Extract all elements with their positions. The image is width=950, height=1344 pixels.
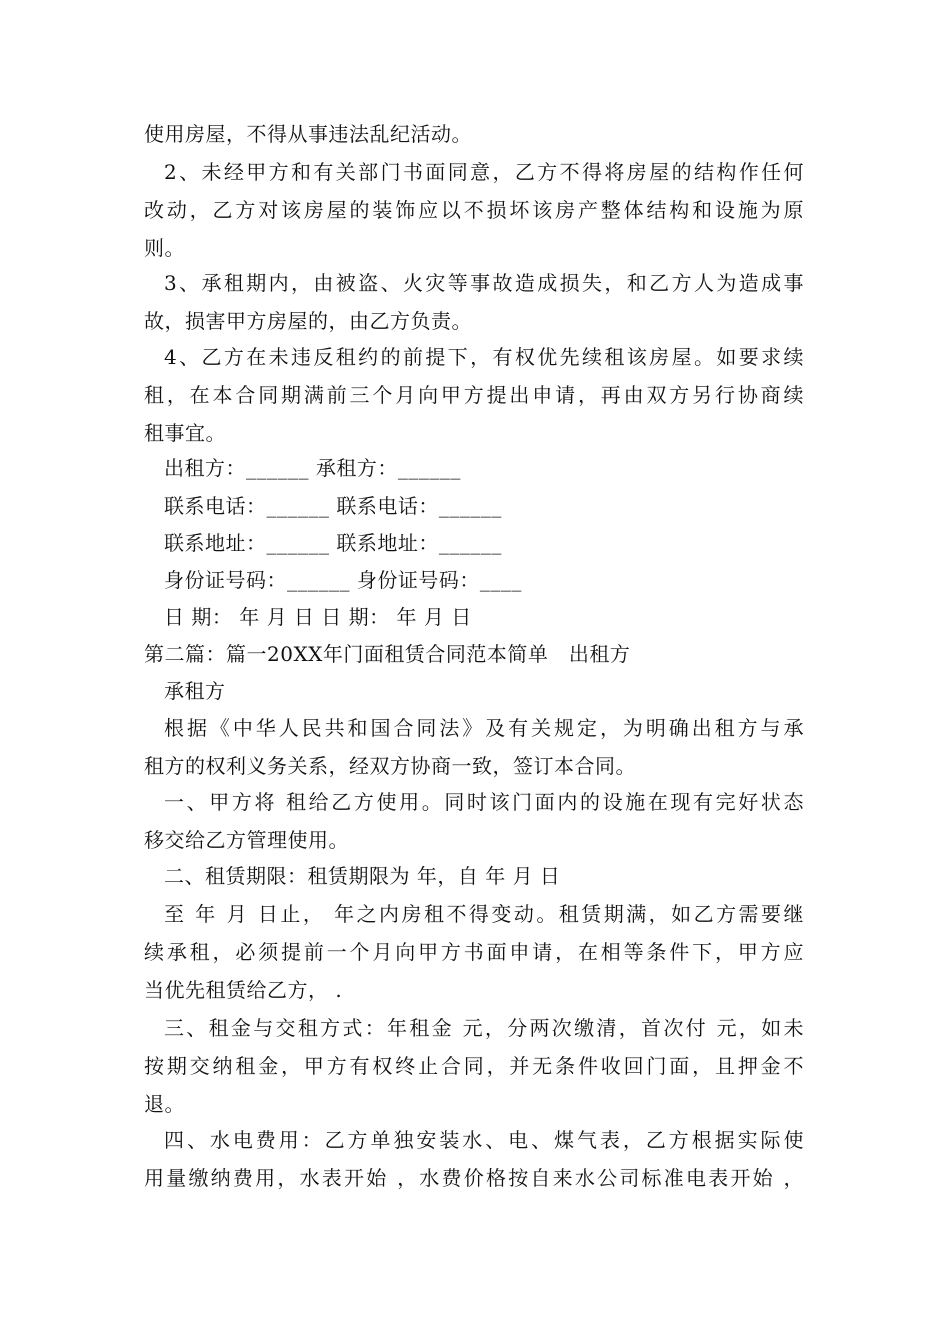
section-heading: 第二篇：篇一20XX年门面租赁合同范本简单 出租方 (144, 642, 631, 666)
text-line: 租，在本合同期满前三个月向甲方提出申请，再由双方另行协商续 (144, 383, 804, 407)
text-line: 3、承租期内，由被盗、火灾等事故造成损失，和乙方人为造成事 (164, 271, 804, 295)
text-line: 承租方 (164, 679, 226, 703)
text-line: 根据《中华人民共和国合同法》及有关规定，为明确出租方与承 (164, 716, 804, 740)
text-line: 按期交纳租金，甲方有权终止合同，并无条件收回门面，且押金不 (144, 1054, 804, 1078)
text-line: 当优先租赁给乙方， . (144, 978, 343, 1002)
text-line: 用量缴纳费用，水表开始 ，水费价格按自来水公司标准电表开始 ， (144, 1166, 804, 1190)
text-line: 租方的权利义务关系，经双方协商一致，签订本合同。 (144, 754, 636, 778)
text-line: 一、甲方将 租给乙方使用。同时该门面内的设施在现有完好状态 (164, 790, 804, 814)
text-line: 2、未经甲方和有关部门书面同意，乙方不得将房屋的结构作任何 (164, 160, 804, 184)
signature-line-id: 身份证号码：______ 身份证号码：____ (164, 568, 522, 592)
signature-line-address: 联系地址：______ 联系地址：______ (164, 531, 502, 555)
text-line: 二、租赁期限：租赁期限为 年，自 年 月 日 (164, 864, 561, 888)
signature-line-lessor: 出租方：______ 承租方：______ (164, 456, 461, 480)
text-line: 则。 (144, 236, 185, 260)
signature-line-phone: 联系电话：______ 联系电话：______ (164, 494, 502, 518)
text-line: 改动，乙方对该房屋的装饰应以不损坏该房产整体结构和设施为原 (144, 198, 804, 222)
signature-line-date: 日 期： 年 月 日 日 期： 年 月 日 (164, 605, 472, 629)
text-line: 三、租金与交租方式：年租金 元，分两次缴清，首次付 元，如未 (164, 1016, 804, 1040)
text-line: 移交给乙方管理使用。 (144, 828, 349, 852)
text-line: 4、乙方在未违反租约的前提下，有权优先续租该房屋。如要求续 (164, 345, 804, 369)
text-line: 至 年 月 日止， 年之内房租不得变动。租赁期满，如乙方需要继 (164, 902, 804, 926)
text-line: 故，损害甲方房屋的，由乙方负责。 (144, 309, 472, 333)
text-line: 续承租，必须提前一个月向甲方书面申请，在相等条件下，甲方应 (144, 940, 804, 964)
text-line: 退。 (144, 1092, 185, 1116)
text-line: 四、水电费用：乙方单独安装水、电、煤气表，乙方根据实际使 (164, 1128, 804, 1152)
text-line: 租事宜。 (144, 421, 226, 445)
text-line: 使用房屋，不得从事违法乱纪活动。 (144, 122, 472, 146)
